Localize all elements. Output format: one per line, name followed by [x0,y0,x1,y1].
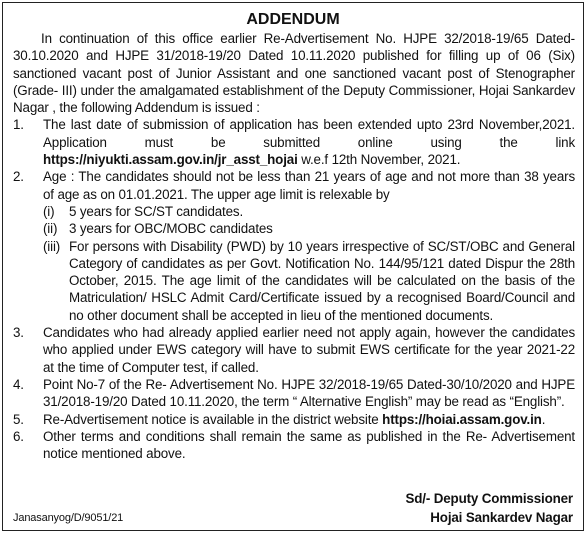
application-link[interactable]: https://niyukti.assam.gov.in/jr_asst_hojai [43,152,298,168]
signature-line-1: Sd/- Deputy Commissioner [405,491,573,506]
district-website-link[interactable]: https://hoiai.assam.gov.in [382,411,542,427]
item-text: Age : The candidates should not be less than 21 years of age and not more than 38 years of age as on 01.01.2021. The upper age limit is relexable by [43,169,575,202]
item-text: w.e.f 12th November, 2021. [297,152,461,168]
list-item-3 [13,324,575,376]
sub-item-text: 3 years for OBC/MOBC candidates [69,221,273,237]
notice-title: ADDENDUM [246,11,340,28]
sub-item-iii [43,238,575,324]
signature-line-2: Hojai Sankardev Nagar [430,510,573,525]
sub-item-number: (iii) [43,238,61,254]
item-number: 5. [13,411,24,427]
item-text: Candidates who had already applied earlier need not apply again, however the candidates who applied under EWS category will have to submit EWS certificate for the year 2021-22 at the time of Computer test, if called. [43,325,575,375]
sub-item-number: (i) [43,203,55,219]
item-number: 1. [13,117,24,133]
list-item-5 [13,411,575,428]
intro-paragraph: In continuation of this office earlier Re-Advertisement No. HJPE 32/2018-19/65 Dated-30.10.2020 and HJPE 31/2018-19/20 Dated 10.11.2020 published for filling up of 06 (Six) sanctioned vacant post of Junior Assistant and one sanctioned vacant post of Stenographer (Grade- III) under the amalgamated establishment of the Deputy Commissioner, Hojai Sankardev Nagar , the following Addendum is issued : [13,31,575,116]
item-text: The last date of submission of application has been extended upto 23rd November,2021. Application must be submitted online using the link [43,117,575,150]
sub-item-text: For persons with Disability (PWD) by 10 years irrespective of SC/ST/OBC and General Category of candidates as per Govt. Notification No. 144/95/121 dated Dispur the 28th October, 2015. The age limit of the candidates will be calculated on the basis of the Matriculation/ HSLC Admit Card/Certificate issued by a recognised Board/Council and no other document shall be accepted in lieu of the mentioned documents. [69,238,575,323]
list-item-2 [13,168,575,324]
item-number: 3. [13,325,24,341]
item-number: 4. [13,376,24,392]
item-text: . [541,411,546,427]
addendum-notice [2,2,584,531]
signature-block [405,489,573,527]
list-item-6 [13,428,575,463]
sub-item-text: 5 years for SC/ST candidates. [69,203,244,219]
sub-item-number: (ii) [43,221,58,237]
item-number: 2. [13,169,24,185]
list-item-1 [13,116,575,168]
sub-item-ii [43,220,575,237]
item-text: Point No-7 of the Re- Advertisement No. HJPE 32/2018-19/65 Dated-30/10/2020 and HJPE 31/2018-19/20 Dated 10.11.2020, the term “ Alternative English” may be read as “English”. [43,376,575,410]
sub-item-i [43,203,575,220]
item-number: 6. [13,428,24,444]
item-text: Other terms and conditions shall remain the same as published in the Re- Advertisement notice mentioned above. [43,428,575,462]
notice-footer [3,490,583,530]
reference-number: Janasanyog/D/9051/21 [13,512,124,524]
list-item-4 [13,376,575,411]
item-text: Re-Advertisement notice is available in the district website [43,411,383,427]
